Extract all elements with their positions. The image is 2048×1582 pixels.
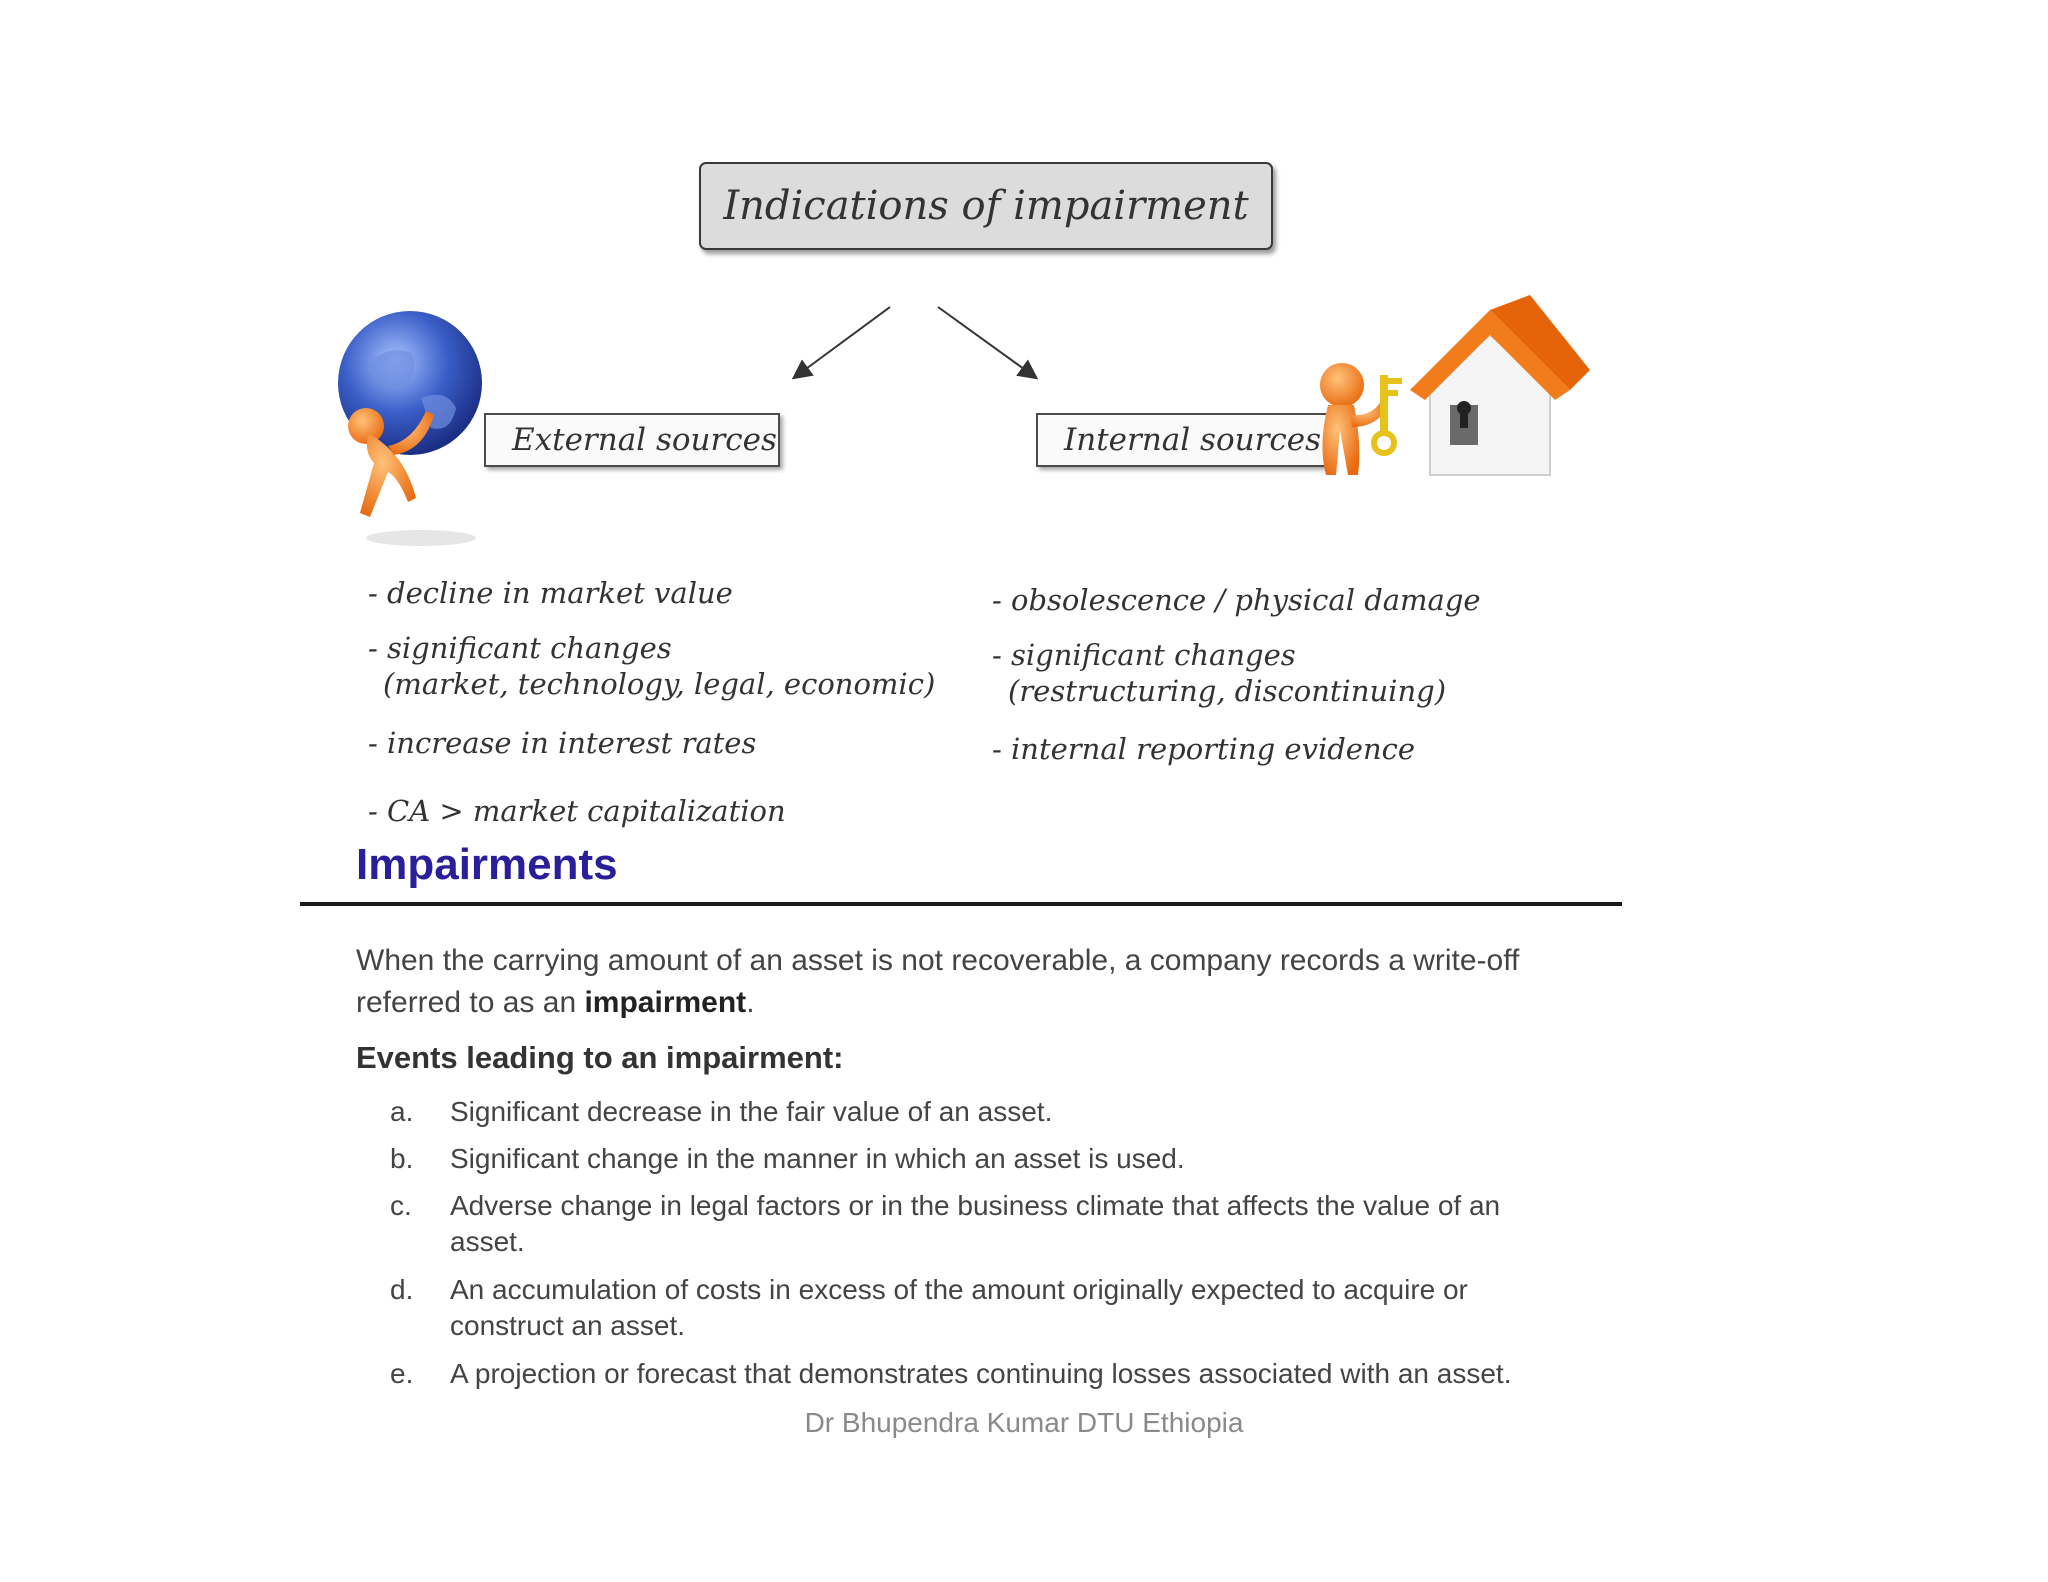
external-item-2: - significant changes <box>368 631 672 665</box>
event-text: Adverse change in legal factors or in the business climate that affects the value of an asset. <box>450 1190 1501 1257</box>
external-item-1: - decline in market value <box>368 576 733 610</box>
branch-arrows <box>780 295 1060 395</box>
globe-figure-icon <box>326 298 496 548</box>
event-letter: e. <box>390 1358 414 1389</box>
intro-text: When the carrying amount of an asset is not recoverable, a company records a write-off referred to as an <box>356 944 1520 1019</box>
internal-item-1: - obsolescence / physical damage <box>992 583 1481 617</box>
external-item-2-detail: (market, technology, legal, economic) <box>383 667 936 701</box>
event-item <box>390 1356 1560 1392</box>
event-text: An accumulation of costs in excess of the amount originally expected to acquire or construct an asset. <box>450 1274 1468 1341</box>
event-item <box>390 1141 1560 1177</box>
events-title: Events leading to an impairment: <box>356 1040 844 1075</box>
intro-bold-term: impairment <box>584 986 747 1019</box>
external-sources-box <box>484 413 780 467</box>
arrow-left <box>795 307 890 377</box>
impairments-heading: Impairments <box>356 840 618 889</box>
external-item-3: - increase in interest rates <box>368 726 757 760</box>
event-letter: c. <box>390 1190 412 1221</box>
internal-sources-box <box>1036 413 1332 467</box>
internal-sources-label: Internal sources <box>1064 422 1322 458</box>
event-letter: b. <box>390 1143 414 1174</box>
event-text: A projection or forecast that demonstrates continuing losses associated with an asset. <box>450 1358 1512 1389</box>
heading-divider <box>300 902 1622 906</box>
house-key-figure-icon <box>1300 290 1600 520</box>
event-letter: a. <box>390 1096 414 1127</box>
event-item <box>390 1094 1560 1130</box>
internal-item-3: - internal reporting evidence <box>992 732 1416 766</box>
event-letter: d. <box>390 1274 414 1305</box>
internal-item-2: - significant changes <box>992 638 1296 672</box>
event-item <box>390 1188 1560 1260</box>
diagram-title: Indications of impairment <box>699 162 1273 250</box>
footer-credit: Dr Bhupendra Kumar DTU Ethiopia <box>804 1407 1244 1438</box>
external-sources-label: External sources <box>512 422 777 458</box>
event-item <box>390 1272 1560 1344</box>
event-text: Significant change in the manner in which an asset is used. <box>450 1143 1185 1174</box>
impairment-intro <box>356 940 1596 1024</box>
internal-item-2-detail: (restructuring, discontinuing) <box>1008 674 1447 708</box>
external-item-4: - CA > market capitalization <box>368 794 786 828</box>
intro-end: . <box>746 986 755 1019</box>
arrow-right <box>938 307 1035 377</box>
event-text: Significant decrease in the fair value of an asset. <box>450 1096 1053 1127</box>
